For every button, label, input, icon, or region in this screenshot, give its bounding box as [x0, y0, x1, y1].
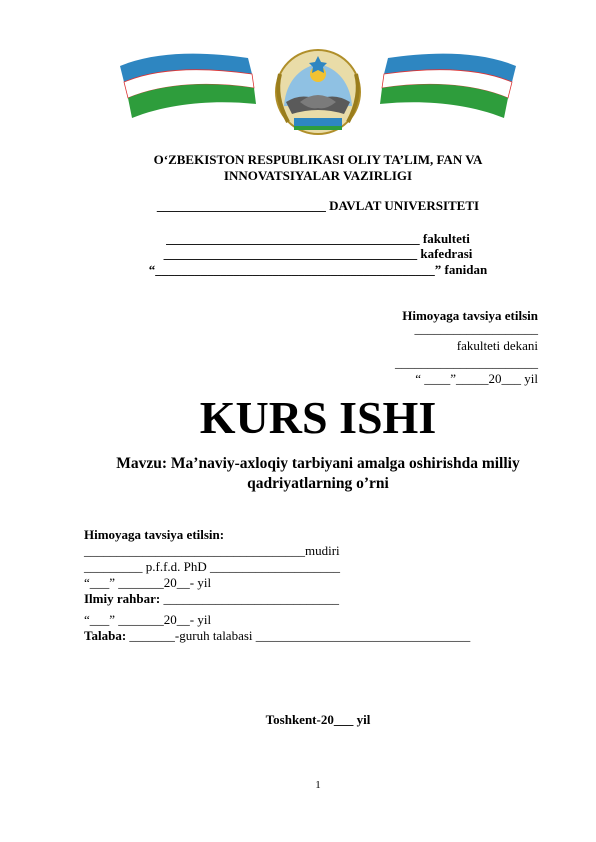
emblem-icon [276, 50, 360, 134]
ministry-name [0, 152, 596, 184]
subject-line: “___________________________________________” fanidan [148, 262, 488, 277]
date-line-1: “___” _______20__- yil [84, 575, 212, 590]
head-of-department-line: __________________________________mudiri [84, 543, 340, 558]
supervisor-label: Ilmiy rahbar: [84, 591, 161, 606]
state-emblem-banner [118, 44, 518, 136]
approval-blank-line: ___________________ [414, 321, 538, 336]
approval-title: Himoyaga tavsiya etilsin [402, 308, 538, 323]
phd-line: _________ p.f.f.d. PhD ____________________ [84, 559, 341, 574]
approval-blank-line-2: ______________________ [395, 355, 538, 370]
topic: Mavzu: Ma’naviy-axloqiy tarbiyani amalga oshirishda milliy qadriyatlarning o’rni [116, 455, 520, 492]
page-number: 1 [315, 779, 321, 791]
recommend-label: Himoyaga tavsiya etilsin: [84, 527, 225, 542]
university-line: __________________________ DAVLAT UNIVERSITETI [156, 198, 480, 213]
department-line: _______________________________________ kafedrasi [163, 246, 473, 261]
faculty-line: _______________________________________ fakulteti [166, 231, 470, 246]
supervisor-line [84, 591, 339, 607]
approval-date: “ ____”_____20___ yil [415, 371, 538, 386]
right-flag-icon [380, 54, 516, 118]
student-label: Talaba: [84, 628, 127, 643]
ministry-line-1: O‘ZBEKISTON RESPUBLIKASI OLIY TA’LIM, FAN VA [153, 152, 483, 167]
date-line-2: “___” _______20__- yil [84, 612, 212, 627]
document-title: KURS ISHI [199, 392, 437, 443]
approval-dean: fakulteti dekani [456, 338, 538, 353]
student-blank: _______-guruh talabasi _________________________________ [126, 628, 471, 643]
student-line [84, 628, 470, 644]
supervisor-blank: ___________________________ [160, 591, 339, 606]
ministry-line-2: INNOVATSIYALAR VAZIRLIGI [223, 168, 413, 183]
city-year: Toshkent-20___ yil [265, 712, 371, 727]
left-flag-icon [120, 54, 256, 118]
